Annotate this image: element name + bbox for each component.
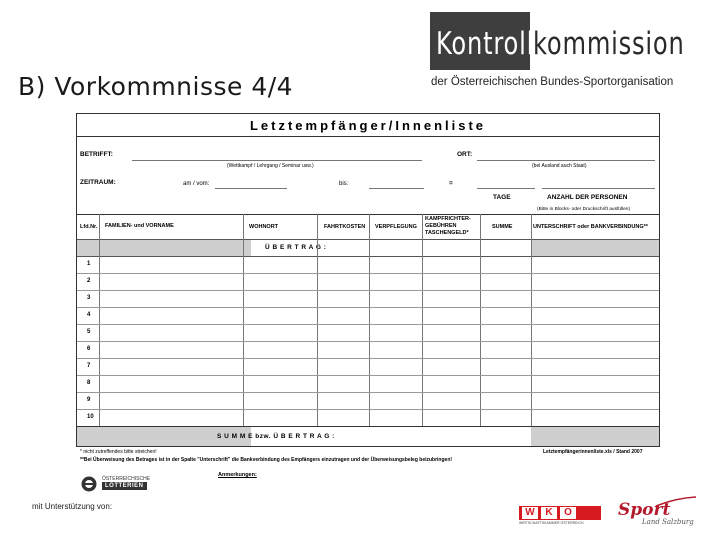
column-divider	[480, 214, 481, 426]
betrifft-hint: (Wettkampf / Lehrgang / Seminar usw.)	[227, 163, 314, 169]
column-divider	[531, 214, 532, 426]
row-number: 3	[87, 295, 91, 301]
lotterien-logo	[80, 475, 160, 493]
anzahl-line	[542, 188, 655, 189]
row-number: 9	[87, 397, 91, 403]
form-title: Letztempfänger/Innenliste	[249, 118, 487, 133]
table-row	[77, 324, 659, 325]
betrifft-line	[132, 160, 422, 161]
slide-title: B) Vorkommnisse 4/4	[18, 72, 294, 101]
uebertrag-gray-right	[531, 239, 659, 256]
kontrollkommission-logo	[430, 12, 685, 70]
wko-letter-o: O	[560, 507, 576, 519]
row-number: 4	[87, 312, 91, 318]
col-header-verpflegung: VERPFLEGUNG	[375, 224, 417, 230]
equals-sign: =	[449, 180, 453, 187]
bis-line	[369, 188, 424, 189]
footnote-1: * nicht zutreffendes bitte streichen!	[80, 449, 157, 455]
sport-text: Sport	[618, 500, 671, 520]
fill-hint: (Bitte in Blocks- oder Druckschrift ausfüllen)	[537, 207, 631, 212]
row-number: 6	[87, 346, 91, 352]
col-header-unterschrift: UNTERSCHRIFT oder BANKVERBINDUNG**	[533, 224, 648, 230]
title-divider	[77, 136, 659, 137]
betrifft-label: BETRIFFT:	[80, 151, 113, 158]
table-row	[77, 392, 659, 393]
row-number: 2	[87, 278, 91, 284]
sponsor-label: mit Unterstützung von:	[32, 502, 113, 511]
footnote-2: **Bei Überweisung des Betrages ist in der Spalte "Unterschrift" die Bankverbindung des Empfängers einzutragen und der Überweisungsbeleg beizubringen!	[80, 457, 453, 463]
table-row	[77, 307, 659, 308]
row-number: 1	[87, 261, 91, 267]
lotterien-top-text: ÖSTERREICHISCHE	[102, 476, 151, 482]
tage-line	[477, 188, 535, 189]
uebertrag-label: Ü B E R T R A G :	[265, 244, 327, 251]
col-header-summe: SUMME	[492, 224, 513, 230]
table-top-line	[77, 214, 659, 215]
logo-text-kommission: kommission	[533, 26, 685, 62]
lotterien-main-text: LOTTERIEN	[102, 482, 147, 490]
column-divider	[369, 214, 370, 426]
column-divider	[422, 214, 423, 426]
row-number: 8	[87, 380, 91, 386]
table-row	[77, 273, 659, 274]
summe-gray-right	[531, 426, 659, 446]
column-divider	[317, 214, 318, 426]
ort-hint: (bei Ausland auch Staat)	[532, 163, 587, 169]
wko-letter-w: W	[522, 507, 538, 519]
zeitraum-label: ZEITRAUM:	[80, 179, 116, 186]
col-header-fahrtkosten: FAHRTKOSTEN	[324, 224, 366, 230]
col-header-lfdnr: Lfd.Nr.	[80, 224, 98, 230]
recipient-list-form	[76, 113, 660, 463]
table-row	[77, 290, 659, 291]
summe-top-line	[77, 426, 659, 427]
wko-subtext: WIRTSCHAFTSKAMMER ÖSTERREICH	[519, 521, 584, 525]
am-von-label: am / vom:	[183, 181, 210, 187]
table-row	[77, 375, 659, 376]
table-row	[77, 358, 659, 359]
logo-text-kontroll: Kontroll	[436, 26, 535, 62]
row-number: 10	[87, 414, 94, 420]
land-salzburg-text: Land Salzburg	[642, 518, 694, 526]
sport-salzburg-logo	[616, 496, 698, 528]
am-von-line	[215, 188, 287, 189]
bis-label: bis:	[339, 181, 349, 187]
column-divider	[243, 214, 244, 426]
ort-line	[477, 160, 655, 161]
anzahl-label: ANZAHL DER PERSONEN	[547, 194, 628, 201]
wko-logo	[519, 506, 601, 526]
col-header-wohnort: WOHNORT	[249, 224, 279, 230]
row-number: 5	[87, 329, 91, 335]
header-bottom-line	[77, 239, 659, 240]
ort-label: ORT:	[457, 151, 473, 158]
uebertrag-gray-left	[77, 239, 251, 256]
footer-right: Letztempfängerinnenliste.xls / Stand 2007	[543, 449, 643, 455]
tage-label: TAGE	[493, 194, 511, 201]
uebertrag-bottom-line	[77, 256, 659, 257]
table-row	[77, 341, 659, 342]
col-header-kampfrichter: KAMPFRICHTER-GEBÜHREN TASCHENGELD*	[425, 216, 471, 236]
col-header-name: FAMILIEN- und VORNAME	[105, 223, 174, 229]
wko-letter-k: K	[541, 507, 557, 519]
table-row	[77, 409, 659, 410]
logo-subtitle: der Österreichischen Bundes-Sportorganisation	[431, 76, 674, 88]
column-divider	[99, 214, 100, 426]
row-number: 7	[87, 363, 91, 369]
summe-label: S U M M E bzw. Ü B E R T R A G :	[217, 433, 335, 440]
anmerkungen-label: Anmerkungen:	[218, 472, 257, 478]
